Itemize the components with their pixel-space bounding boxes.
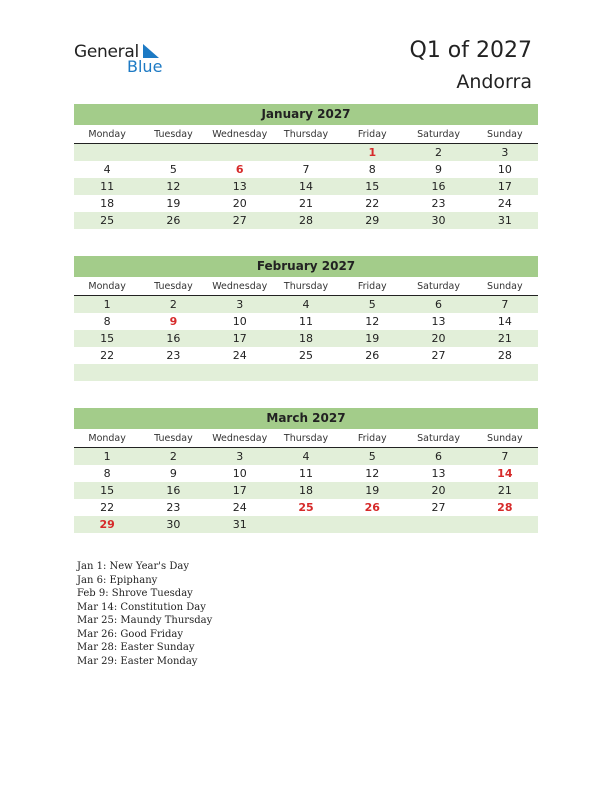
holiday-note: Feb 9: Shrove Tuesday [77, 588, 193, 599]
date-cell [472, 516, 538, 533]
date-cell: 6 [435, 450, 443, 463]
week-row [74, 212, 538, 229]
date-cell: 13 [431, 467, 446, 480]
date-cell: 15 [100, 332, 115, 345]
date-cell: 24 [232, 501, 247, 514]
week-row [74, 482, 538, 499]
date-cell: 7 [501, 298, 509, 311]
weekday-label: Tuesday [154, 129, 193, 140]
date-cell [273, 144, 339, 161]
month-march [74, 408, 538, 533]
date-cell: 16 [166, 332, 181, 345]
date-cell [405, 516, 471, 533]
date-cell: 28 [298, 214, 313, 227]
date-cell: 8 [103, 315, 111, 328]
date-cell: 3 [236, 298, 244, 311]
date-cell: 24 [497, 197, 512, 210]
date-cell [273, 516, 339, 533]
weekday-header-row [74, 279, 538, 296]
week-row [74, 448, 538, 465]
date-cell: 19 [166, 197, 181, 210]
week-row [74, 465, 538, 482]
date-cell: 20 [431, 332, 446, 345]
date-cell: 7 [302, 163, 310, 176]
date-cell: 23 [431, 197, 446, 210]
date-cell: 21 [497, 332, 512, 345]
date-cell: 25 [298, 349, 313, 362]
date-cell: 11 [100, 180, 115, 193]
weekday-label: Friday [357, 433, 387, 444]
date-cell: 29 [365, 214, 380, 227]
date-cell: 27 [431, 349, 446, 362]
weekday-label: Tuesday [154, 281, 193, 292]
date-cell: 26 [166, 214, 181, 227]
holiday-note: Jan 6: Epiphany [77, 574, 158, 586]
week-row [74, 195, 538, 212]
date-cell: 17 [232, 332, 247, 345]
date-cell: 8 [103, 467, 111, 480]
date-cell [339, 364, 405, 381]
weekday-label: Wednesday [212, 281, 268, 292]
date-cell: 3 [501, 146, 509, 159]
date-cell: 17 [232, 484, 247, 497]
weekday-label: Monday [88, 433, 126, 444]
logo-word-general: General [74, 42, 139, 62]
date-cell: 15 [100, 484, 115, 497]
date-cell: 9 [169, 467, 177, 480]
date-cell: 27 [232, 214, 247, 227]
weekday-label: Wednesday [212, 433, 268, 444]
date-cell: 22 [100, 501, 115, 514]
date-cell: 30 [166, 518, 181, 531]
date-cell [405, 364, 471, 381]
date-cell: 21 [298, 197, 313, 210]
weekday-label: Sunday [487, 433, 523, 444]
date-cell: 28 [497, 349, 512, 362]
date-cell: 20 [431, 484, 446, 497]
week-row [74, 144, 538, 161]
date-cell [472, 364, 538, 381]
date-cell: 6 [435, 298, 443, 311]
weekday-label: Thursday [283, 433, 329, 444]
holiday-date-cell: 14 [497, 467, 513, 480]
date-cell: 12 [365, 315, 380, 328]
week-row [74, 296, 538, 313]
holiday-list [77, 560, 212, 668]
date-cell [140, 144, 206, 161]
holiday-date-cell: 29 [99, 518, 115, 531]
date-cell: 16 [431, 180, 446, 193]
date-cell: 11 [298, 467, 313, 480]
date-cell: 12 [166, 180, 181, 193]
holiday-note: Jan 1: New Year's Day [77, 561, 189, 572]
week-row [74, 178, 538, 195]
week-row [74, 330, 538, 347]
week-row [74, 516, 538, 533]
date-cell: 7 [501, 450, 509, 463]
week-row [74, 161, 538, 178]
date-cell: 3 [236, 450, 244, 463]
month-january [74, 104, 538, 229]
generalblue-logo [74, 42, 174, 78]
date-cell: 9 [435, 163, 443, 176]
date-cell: 22 [100, 349, 115, 362]
date-cell: 14 [497, 315, 512, 328]
holiday-date-cell: 9 [169, 315, 178, 328]
holiday-note: Mar 28: Easter Sunday [77, 642, 195, 653]
weekday-header-row [74, 431, 538, 448]
weekday-label: Sunday [487, 129, 523, 140]
date-cell: 4 [302, 298, 310, 311]
week-row [74, 347, 538, 364]
holiday-note: Mar 14: Constitution Day [77, 601, 206, 613]
date-cell: 4 [103, 163, 111, 176]
date-cell: 20 [232, 197, 247, 210]
date-cell: 31 [497, 214, 512, 227]
week-row [74, 364, 538, 381]
date-cell: 13 [232, 180, 247, 193]
weekday-label: Friday [357, 281, 387, 292]
weekday-header-row [74, 127, 538, 144]
date-cell: 4 [302, 450, 310, 463]
holiday-note: Mar 25: Maundy Thursday [77, 615, 213, 626]
date-cell [74, 144, 140, 161]
date-cell: 5 [368, 450, 376, 463]
country-name: Andorra [456, 71, 532, 93]
date-cell [273, 364, 339, 381]
date-cell [140, 364, 206, 381]
date-cell: 26 [365, 349, 380, 362]
weekday-label: Monday [88, 129, 126, 140]
date-cell [207, 144, 273, 161]
holiday-date-cell: 6 [235, 163, 244, 176]
week-row [74, 313, 538, 330]
month-title: January 2027 [74, 104, 538, 125]
weekday-label: Tuesday [154, 433, 193, 444]
holiday-note: Mar 26: Good Friday [77, 628, 183, 640]
date-cell: 14 [298, 180, 313, 193]
date-cell: 10 [232, 315, 247, 328]
weekday-label: Wednesday [212, 129, 268, 140]
date-cell: 27 [431, 501, 446, 514]
weekday-label: Friday [357, 129, 387, 140]
month-february [74, 256, 538, 381]
date-cell: 23 [166, 349, 181, 362]
date-cell: 19 [365, 332, 380, 345]
date-cell: 17 [497, 180, 512, 193]
weekday-label: Saturday [417, 129, 460, 140]
date-cell: 1 [103, 450, 111, 463]
date-cell: 10 [232, 467, 247, 480]
date-cell: 13 [431, 315, 446, 328]
weekday-label: Thursday [283, 281, 329, 292]
weekday-label: Thursday [283, 129, 329, 140]
holiday-note: Mar 29: Easter Monday [77, 655, 198, 667]
date-cell [74, 364, 140, 381]
month-title: March 2027 [74, 408, 538, 429]
date-cell: 18 [298, 484, 313, 497]
date-cell: 2 [169, 298, 177, 311]
date-cell: 2 [435, 146, 443, 159]
date-cell: 1 [103, 298, 111, 311]
date-cell: 25 [100, 214, 115, 227]
date-cell: 30 [431, 214, 446, 227]
page-title: Q1 of 2027 [409, 38, 532, 63]
date-cell: 21 [497, 484, 512, 497]
holiday-date-cell: 1 [368, 146, 377, 159]
weekday-label: Sunday [487, 281, 523, 292]
date-cell: 24 [232, 349, 247, 362]
date-cell: 22 [365, 197, 380, 210]
date-cell: 10 [497, 163, 512, 176]
date-cell: 19 [365, 484, 380, 497]
logo-word-blue: Blue [127, 57, 163, 76]
date-cell: 31 [232, 518, 247, 531]
date-cell: 11 [298, 315, 313, 328]
date-cell [207, 364, 273, 381]
date-cell: 18 [100, 197, 115, 210]
week-row [74, 499, 538, 516]
holiday-date-cell: 26 [364, 501, 380, 514]
weekday-label: Monday [88, 281, 126, 292]
weekday-label: Saturday [417, 281, 460, 292]
date-cell: 16 [166, 484, 181, 497]
date-cell: 5 [169, 163, 177, 176]
weekday-label: Saturday [417, 433, 460, 444]
date-cell: 15 [365, 180, 380, 193]
date-cell: 2 [169, 450, 177, 463]
date-cell: 5 [368, 298, 376, 311]
month-title: February 2027 [74, 256, 538, 277]
holiday-date-cell: 28 [497, 501, 513, 514]
date-cell [339, 516, 405, 533]
date-cell: 12 [365, 467, 380, 480]
date-cell: 23 [166, 501, 181, 514]
holiday-date-cell: 25 [298, 501, 314, 514]
date-cell: 18 [298, 332, 313, 345]
date-cell: 8 [368, 163, 376, 176]
